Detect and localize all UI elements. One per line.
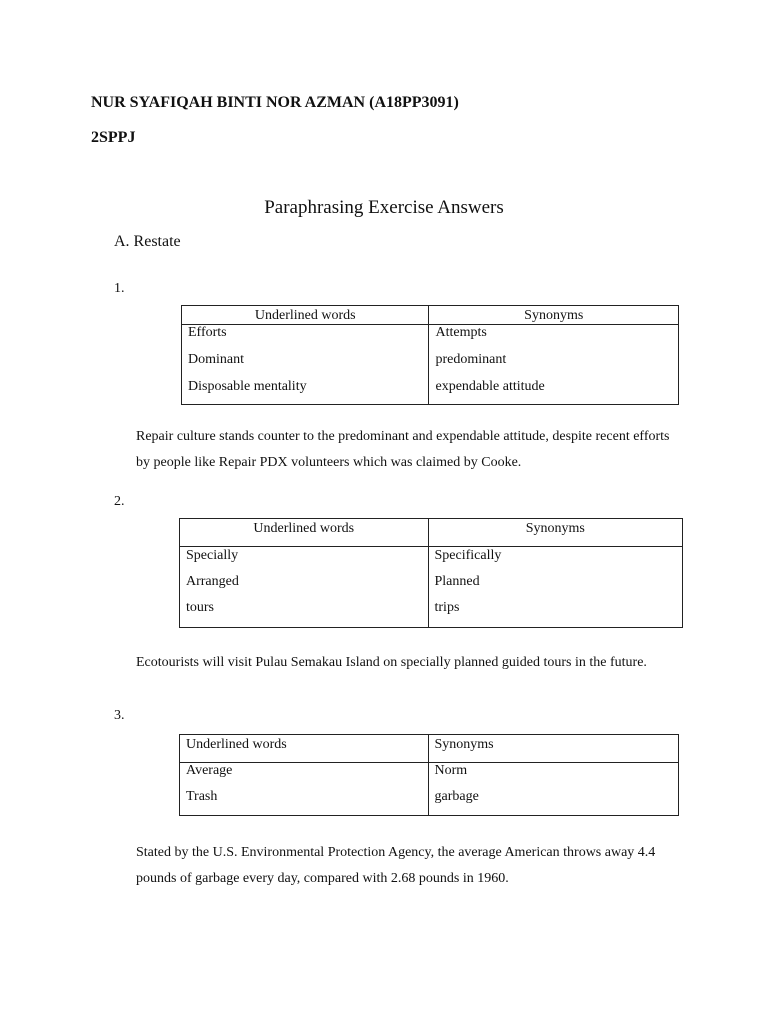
synonyms-table bbox=[179, 734, 679, 816]
exercise-number: 1. bbox=[114, 281, 125, 296]
underlined-word-cell: tours bbox=[180, 600, 429, 628]
underlined-word-cell: Trash bbox=[180, 789, 429, 816]
paraphrase-answer: Ecotourists will visit Pulau Semakau Island on specially planned guided tours in the future. bbox=[136, 655, 647, 670]
exercise-number: 3. bbox=[114, 708, 125, 723]
page-title: Paraphrasing Exercise Answers bbox=[264, 197, 504, 218]
exercise-number: 2. bbox=[114, 494, 125, 509]
column-header: Underlined words bbox=[180, 735, 429, 763]
synonym-cell: Planned bbox=[428, 574, 683, 600]
underlined-word-cell: Efforts bbox=[182, 325, 429, 352]
synonyms-table bbox=[179, 518, 683, 628]
underlined-word-cell: Disposable mentality bbox=[182, 379, 429, 405]
synonyms-table bbox=[181, 305, 679, 405]
synonym-cell: Norm bbox=[428, 763, 679, 789]
synonym-cell: predominant bbox=[429, 352, 679, 379]
column-header: Synonyms bbox=[428, 735, 679, 763]
paraphrase-answer: Stated by the U.S. Environmental Protection Agency, the average American throws away 4.4 pounds of garbage every day, compared with 2.68 pounds in 1960. bbox=[136, 845, 656, 886]
paraphrase-answer: Repair culture stands counter to the predominant and expendable attitude, despite recent efforts by people like Repair PDX volunteers which was claimed by Cooke. bbox=[136, 429, 670, 470]
column-header: Synonyms bbox=[429, 306, 679, 325]
column-header: Synonyms bbox=[428, 519, 683, 547]
underlined-word-cell: Specially bbox=[180, 547, 429, 574]
class-code: 2SPPJ bbox=[91, 129, 136, 146]
synonym-cell: garbage bbox=[428, 789, 679, 816]
synonym-cell: Attempts bbox=[429, 325, 679, 352]
section-heading: A. Restate bbox=[114, 233, 181, 250]
synonym-cell: Specifically bbox=[428, 547, 683, 574]
column-header: Underlined words bbox=[180, 519, 429, 547]
student-name: NUR SYAFIQAH BINTI NOR AZMAN (A18PP3091) bbox=[91, 94, 459, 111]
synonym-cell: expendable attitude bbox=[429, 379, 679, 405]
underlined-word-cell: Arranged bbox=[180, 574, 429, 600]
underlined-word-cell: Average bbox=[180, 763, 429, 789]
synonym-cell: trips bbox=[428, 600, 683, 628]
column-header: Underlined words bbox=[182, 306, 429, 325]
underlined-word-cell: Dominant bbox=[182, 352, 429, 379]
